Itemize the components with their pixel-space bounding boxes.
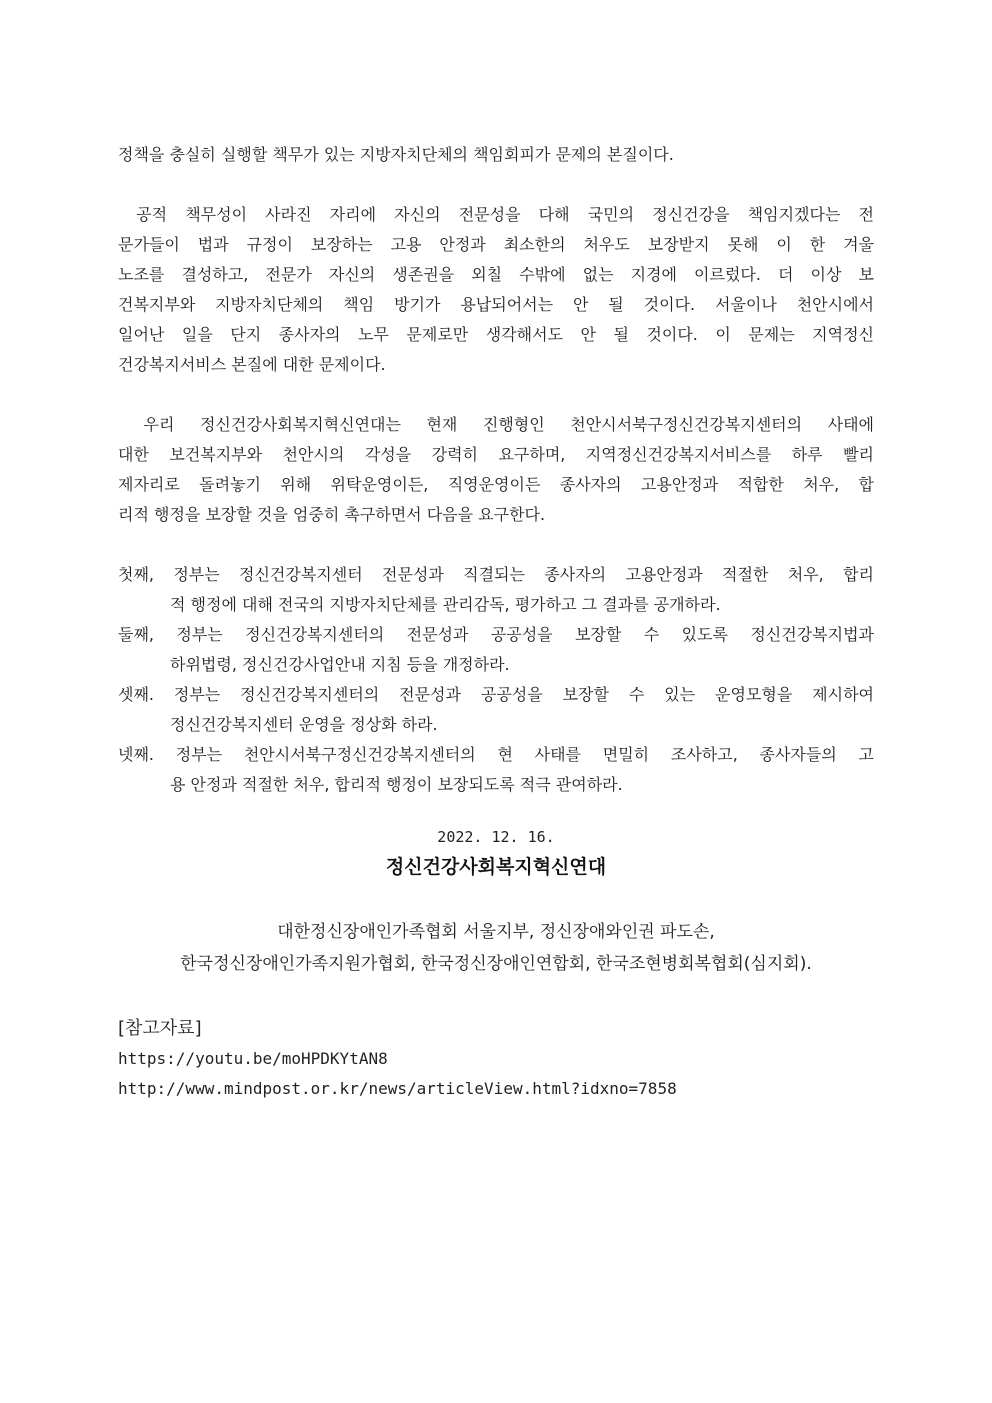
paragraph-line: 문가들이 법과 규정이 보장하는 고용 안정과 최소한의 처우도 보장받지 못해 이 한 겨울 (118, 235, 874, 254)
reference-link-youtube[interactable] (118, 1044, 874, 1074)
paragraph-intro (118, 140, 874, 170)
demand-line: 첫째, 정부는 정신건강복지센터 전문성과 직결되는 종사자의 고용안정과 적절한 처우, 합리 (118, 565, 874, 584)
paragraph-line: 일어난 일을 단지 종사자의 노무 문제로만 생각해서도 안 될 것이다. 이 문제는 지역정신 (118, 325, 874, 344)
member-line: 대한정신장애인가족협회 서울지부, 정신장애와인권 파도손, (277, 922, 715, 942)
member-line: 한국정신장애인가족지원가협회, 한국정신장애인연합회, 한국조현병회복협회(심지회). (180, 954, 812, 974)
demand-line-continued: 용 안정과 적절한 처우, 합리적 행정이 보장되도록 적극 관여하라. (170, 775, 623, 794)
demands-list (118, 560, 874, 800)
paragraph-line: 제자리로 돌려놓기 위해 위탁운영이든, 직영운영이든 종사자의 고용안정과 적합한 처우, 합 (118, 475, 874, 494)
reference-url[interactable]: https://youtu.be/moHPDKYtAN8 (118, 1049, 388, 1068)
demand-line-continued: 적 행정에 대해 전국의 지방자치단체를 관리감독, 평가하고 그 결과를 공개하라. (170, 595, 721, 614)
demand-item-fourth (118, 740, 874, 800)
demand-line-continued: 정신건강복지센터 운영을 정상화 하라. (170, 715, 438, 734)
demand-line: 둘째, 정부는 정신건강복지센터의 전문성과 공공성을 보장할 수 있도록 정신건강복지법과 (118, 625, 874, 644)
demand-item-second (118, 620, 874, 680)
paragraph-line: 정책을 충실히 실행할 책무가 있는 지방자치단체의 책임회피가 문제의 본질이다. (118, 145, 674, 164)
document-page (118, 140, 874, 1104)
paragraph-line: 대한 보건복지부와 천안시의 각성을 강력히 요구하며, 지역정신건강복지서비스를 하루 빨리 (118, 445, 874, 464)
paragraph-line: 건복지부와 지방자치단체의 책임 방기가 용납되어서는 안 될 것이다. 서울이나 천안시에서 (118, 295, 874, 314)
demand-item-first (118, 560, 874, 620)
paragraph-line: 노조를 결성하고, 전문가 자신의 생존권을 외칠 수밖에 없는 지경에 이르렀다. 더 이상 보 (118, 265, 874, 284)
demand-line-continued: 하위법령, 정신건강사업안내 지침 등을 개정하라. (170, 655, 510, 674)
member-organizations (118, 916, 874, 980)
reference-link-article[interactable] (118, 1074, 874, 1104)
signature-block (118, 822, 874, 882)
paragraph-demand-intro (118, 410, 874, 530)
references-section (118, 1014, 874, 1104)
paragraph-line: 리적 행정을 보장할 것을 엄중히 촉구하면서 다음을 요구한다. (118, 505, 546, 524)
demand-item-third (118, 680, 874, 740)
statement-date: 2022. 12. 16. (437, 828, 555, 846)
paragraph-accountability (118, 200, 874, 380)
paragraph-line: 건강복지서비스 본질에 대한 문제이다. (118, 355, 386, 374)
paragraph-line: 우리 정신건강사회복지혁신연대는 현재 진행형인 천안시서북구정신건강복지센터의 사태에 (118, 415, 874, 434)
demand-line: 넷째. 정부는 천안시서북구정신건강복지센터의 현 사태를 면밀히 조사하고, 종사자들의 고 (118, 745, 874, 764)
references-heading: [참고자료] (118, 1018, 202, 1039)
reference-url[interactable]: http://www.mindpost.or.kr/news/articleView.html?idxno=7858 (118, 1079, 677, 1098)
paragraph-line: 공적 책무성이 사라진 자리에 자신의 전문성을 다해 국민의 정신건강을 책임지겠다는 전 (118, 205, 874, 224)
demand-line: 셋째. 정부는 정신건강복지센터의 전문성과 공공성을 보장할 수 있는 운영모형을 제시하여 (118, 685, 874, 704)
organization-name: 정신건강사회복지혁신연대 (385, 856, 607, 878)
